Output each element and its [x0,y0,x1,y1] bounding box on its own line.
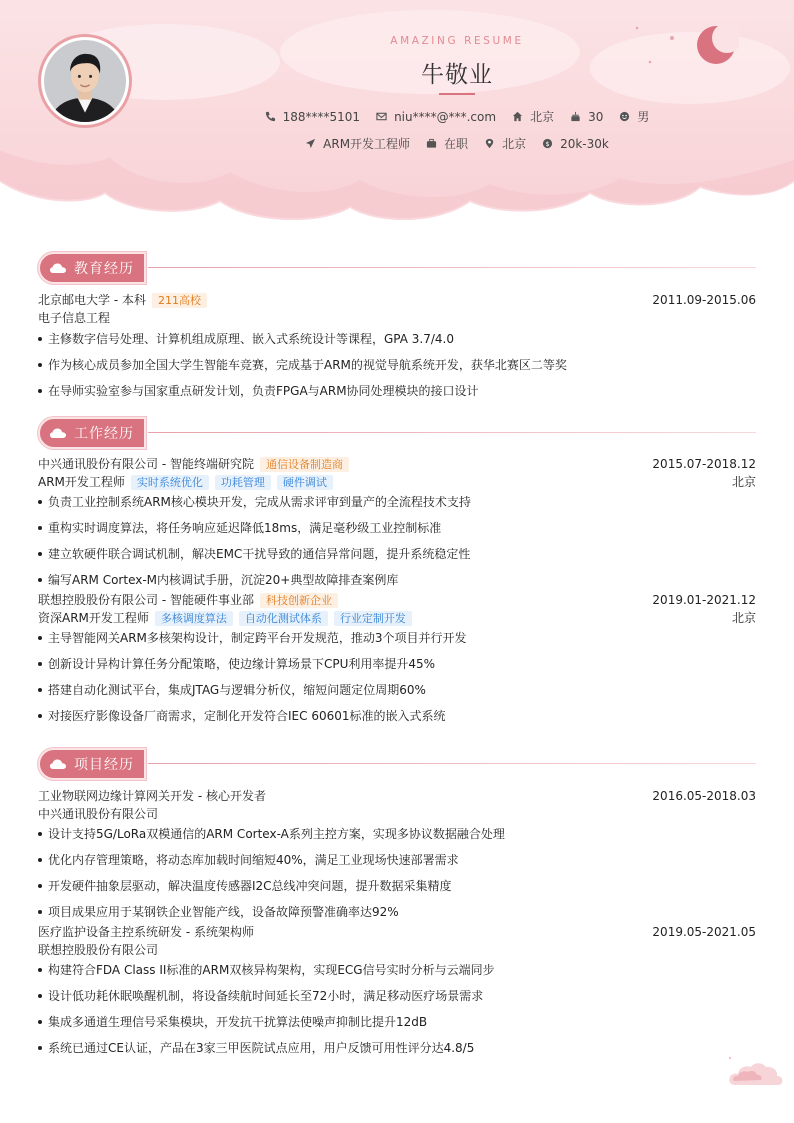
name-underline [439,93,475,95]
list-item: 搭建自动化测试平台，集成JTAG与逻辑分析仪，缩短问题定位周期60% [38,681,756,699]
list-item: 设计低功耗休眠唤醒机制，将设备续航时间延长至72小时，满足移动医疗场景需求 [38,987,756,1005]
decorative-cloud-icon [726,1055,786,1087]
project-entry [38,923,756,1057]
skill-tag: 硬件调试 [277,475,333,490]
project-org: 联想控股股份有限公司 [38,943,159,957]
cloud-icon [50,428,66,438]
company-name: 中兴通讯股份有限公司 - 智能终端研究院 [38,457,254,471]
list-item: 重构实时调度算法，将任务响应延迟降低18ms，满足毫秒级工业控制标准 [38,519,756,537]
project-org: 中兴通讯股份有限公司 [38,807,159,821]
list-item: 集成多通道生理信号采集模块，开发抗干扰算法使噪声抑制比提升12dB [38,1013,756,1031]
list-item: 负责工业控制系统ARM核心模块开发，完成从需求评审到量产的全流程技术支持 [38,493,756,511]
job-bullets [38,629,756,725]
briefcase-icon [426,138,437,149]
send-icon [305,138,316,149]
job-city: 北京 [731,611,756,625]
project-date: 2019.05-2021.05 [652,925,756,939]
list-item: 对接医疗影像设备厂商需求，定制化开发符合IEC 60601标准的嵌入式系统 [38,707,756,725]
list-item: 编写ARM Cortex-M内核调试手册，沉淀20+典型故障排查案例库 [38,571,756,589]
candidate-name: 牛敬业 [421,62,493,88]
project-bullets [38,961,756,1057]
education-entry [38,291,756,400]
job-date: 2015.07-2018.12 [652,457,756,471]
job-bullets [38,493,756,589]
home-icon [512,111,523,122]
list-item: 项目成果应用于某钢铁企业智能产线，设备故障预警准确率达92% [38,903,756,921]
location-icon [484,138,495,149]
section-header [38,748,756,780]
major-name: 电子信息工程 [38,311,111,325]
status-item: 在职 [426,135,468,152]
project-date: 2016.05-2018.03 [652,789,756,803]
school-tag: 211高校 [152,293,207,308]
email-item: niu****@***.com [376,110,496,124]
job-intent-row [0,135,794,152]
cloud-icon [50,263,66,273]
job-entry [38,455,756,589]
project-bullets [38,825,756,921]
section-title-pill: 项目经历 [38,748,146,780]
company-tag: 科技创新企业 [260,593,338,608]
list-item: 系统已通过CE认证，产品在3家三甲医院试点应用，用户反馈可用性评分达4.8/5 [38,1039,756,1057]
city-item: 北京 [484,135,526,152]
list-item: 优化内存管理策略，将动态库加载时间缩短40%，满足工业现场快速部署需求 [38,851,756,869]
education-bullets [38,330,756,400]
company-tag: 通信设备制造商 [260,457,349,472]
age-item: 30 [570,110,603,124]
gender-item: 男 [619,108,649,125]
project-name: 工业物联网边缘计算网关开发 - 核心开发者 [38,789,266,803]
list-item: 主修数字信号处理、计算机组成原理、嵌入式系统设计等课程，GPA 3.7/4.0 [38,330,756,348]
job-city: 北京 [731,475,756,489]
section-divider [148,432,756,433]
education-section [38,252,756,408]
school-name: 北京邮电大学 - 本科 [38,293,146,307]
cloud-icon [50,759,66,769]
contact-row [0,108,794,125]
section-divider [148,267,756,268]
list-item: 开发硬件抽象层驱动，解决温度传感器I2C总线冲突问题，提升数据采集精度 [38,877,756,895]
section-title-pill: 教育经历 [38,252,146,284]
salary-item: $ 20k-30k [542,137,609,151]
job-entry [38,591,756,725]
section-title-pill: 工作经历 [38,417,146,449]
job-role: 资深ARM开发工程师 [38,611,149,625]
list-item: 主导智能网关ARM多核架构设计，制定跨平台开发规范，推动3个项目并行开发 [38,629,756,647]
job-role: ARM开发工程师 [38,475,125,489]
resume-subtitle: AMAZING RESUME [390,35,524,47]
section-divider [148,763,756,764]
project-name: 医疗监护设备主控系统研发 - 系统架构师 [38,925,254,939]
smile-icon [619,111,630,122]
svg-text:$: $ [545,139,550,148]
projects-section [38,748,756,1065]
mail-icon [376,111,387,122]
company-name: 联想控股股份有限公司 - 智能硬件事业部 [38,593,254,607]
list-item: 在导师实验室参与国家重点研发计划，负责FPGA与ARM协同处理模块的接口设计 [38,382,756,400]
list-item: 建立软硬件联合调试机制，解决EMC干扰导致的通信异常问题，提升系统稳定性 [38,545,756,563]
money-icon [542,138,553,149]
education-date: 2011.09-2015.06 [652,293,756,307]
position-item: ARM开发工程师 [305,135,410,152]
hometown-item: 北京 [512,108,554,125]
skill-tag: 功耗管理 [215,475,271,490]
work-section [38,417,756,733]
list-item: 设计支持5G/LoRa双模通信的ARM Cortex-A系列主控方案，实现多协议数据融合处理 [38,825,756,843]
section-header [38,252,756,284]
list-item: 创新设计异构计算任务分配策略，使边缘计算场景下CPU利用率提升45% [38,655,756,673]
skill-tag: 行业定制开发 [334,611,412,626]
job-date: 2019.01-2021.12 [652,593,756,607]
skill-tag: 多核调度算法 [155,611,233,626]
skill-tag: 自动化测试体系 [239,611,328,626]
project-entry [38,787,756,921]
phone-icon [265,111,276,122]
phone-item: 188****5101 [265,110,360,124]
section-header [38,417,756,449]
cake-icon [570,111,581,122]
skill-tag: 实时系统优化 [131,475,209,490]
list-item: 构建符合FDA Class II标准的ARM双核异构架构，实现ECG信号实时分析与云端同步 [38,961,756,979]
list-item: 作为核心成员参加全国大学生智能车竞赛，完成基于ARM的视觉导航系统开发，获华北赛区二等奖 [38,356,756,374]
